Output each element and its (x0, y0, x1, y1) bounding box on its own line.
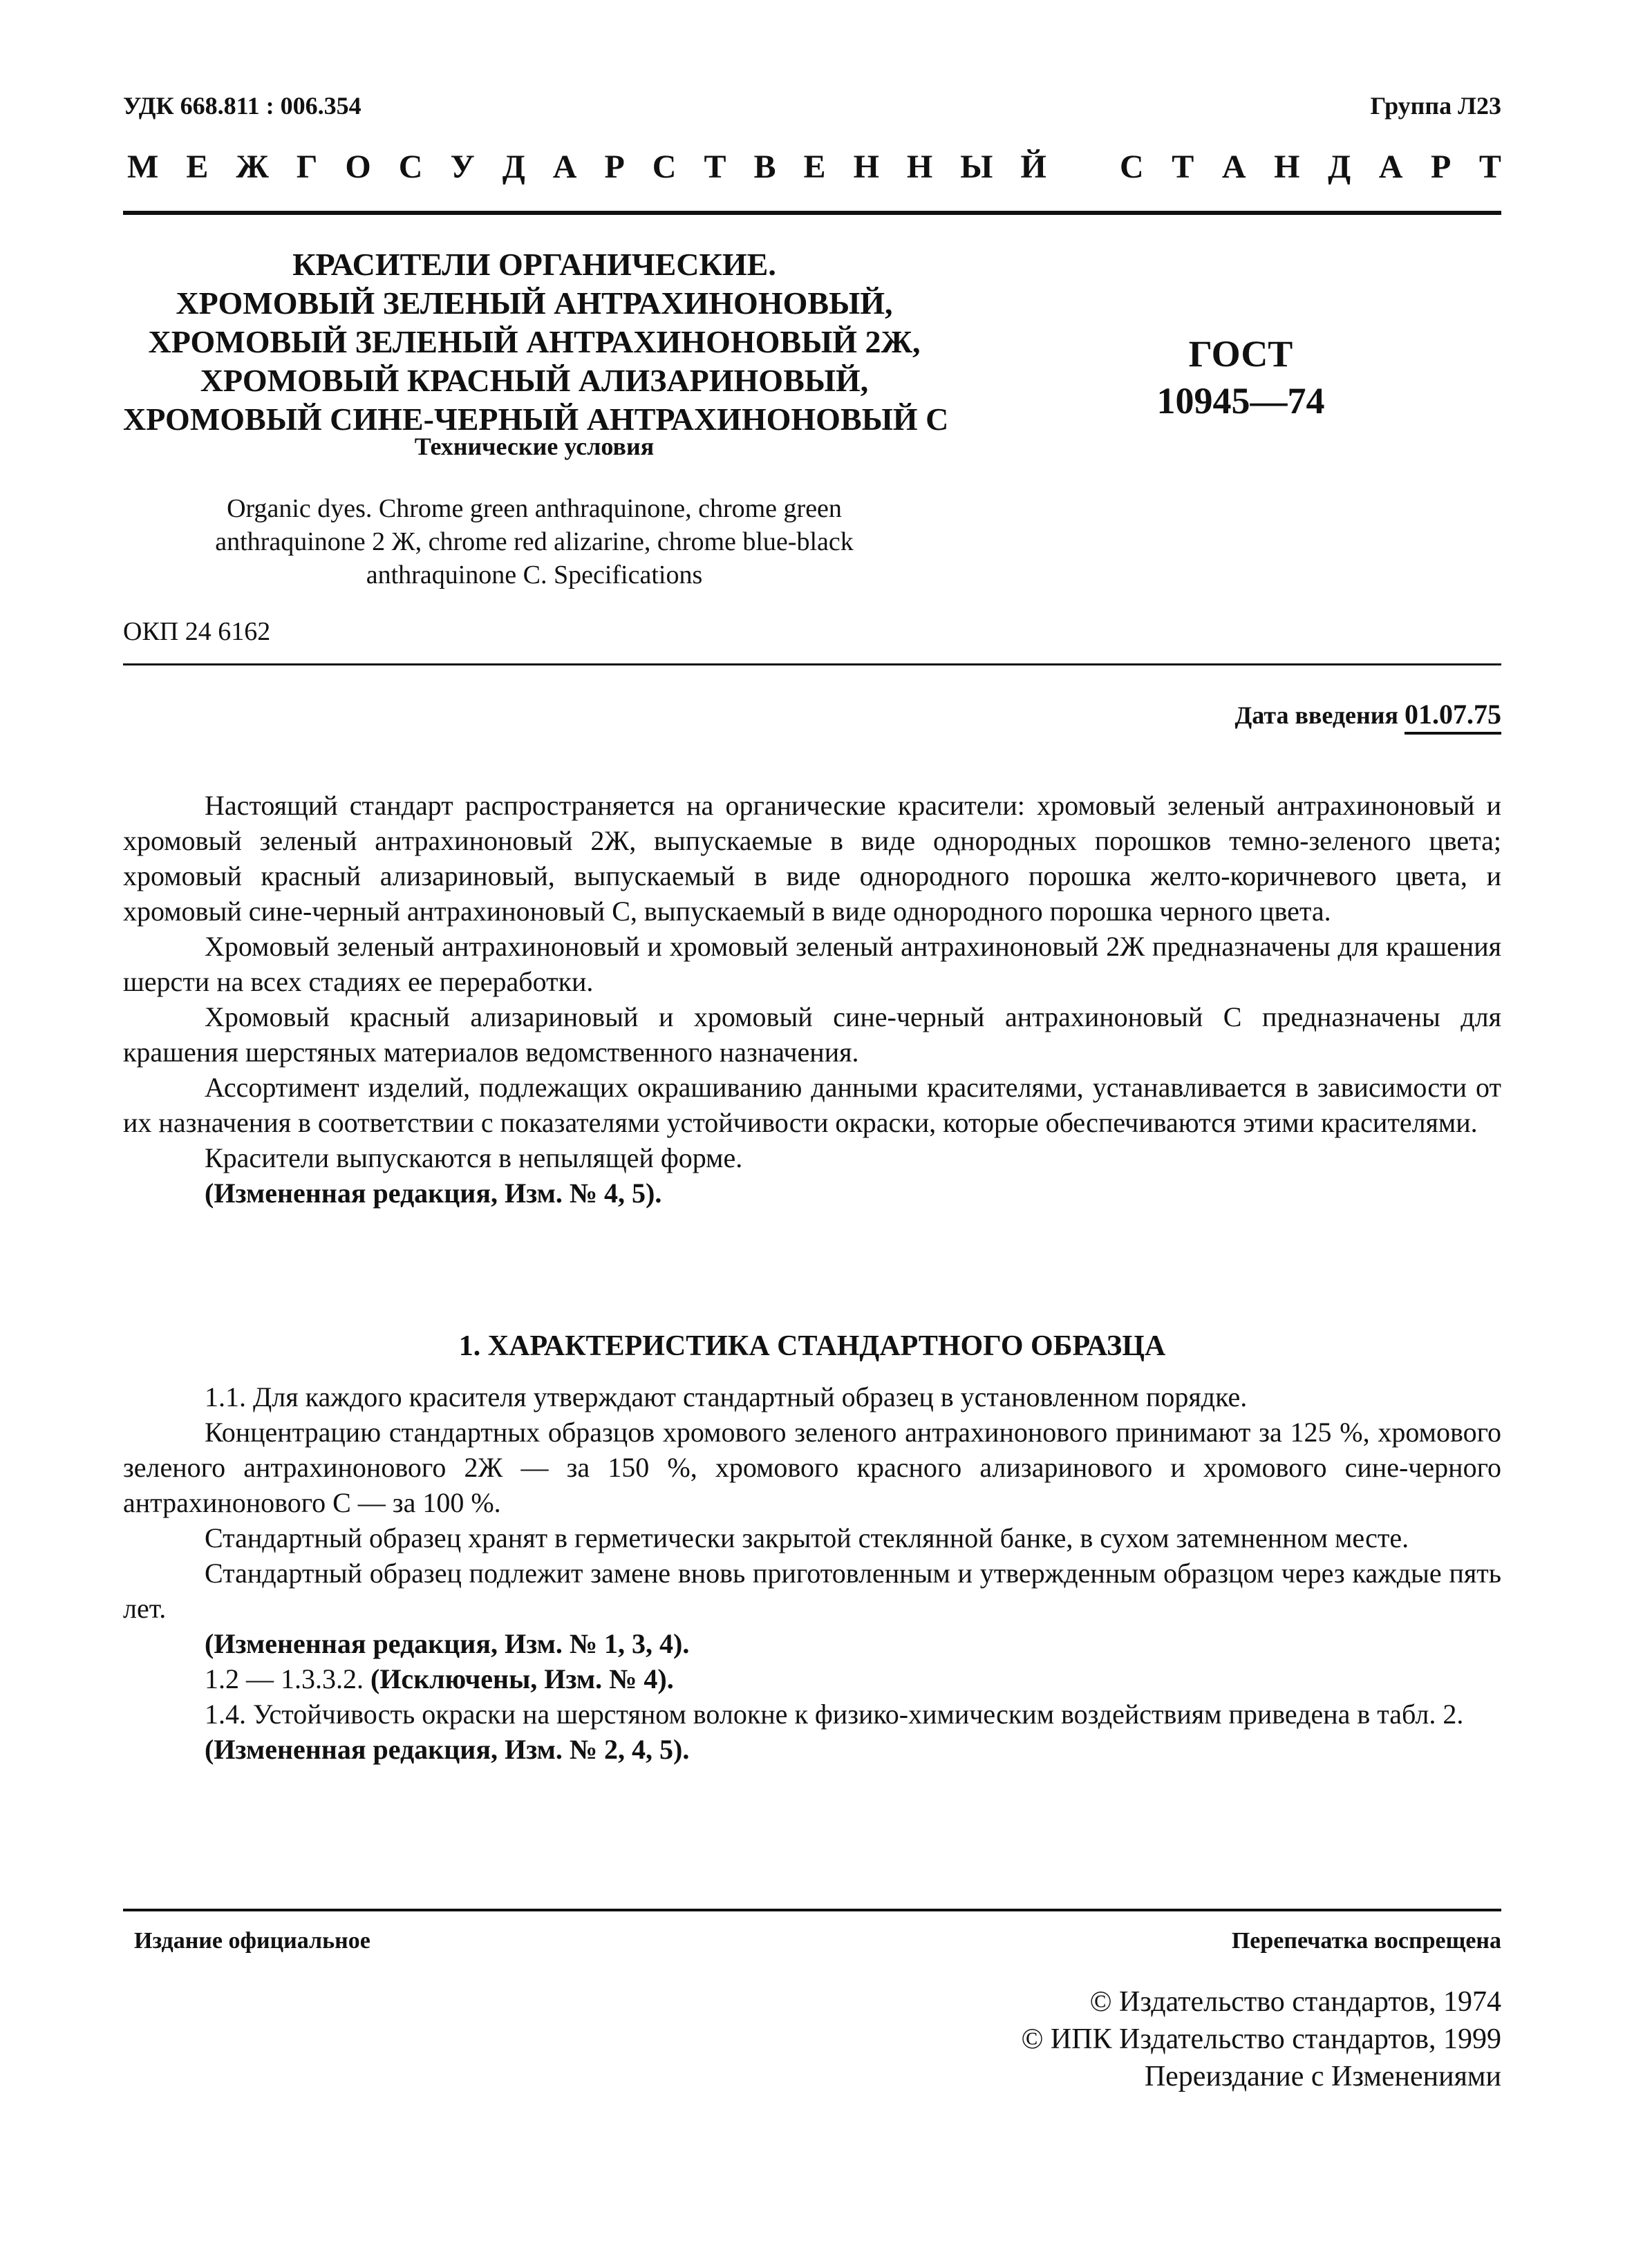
english-title-line: anthraquinone С. Specifications (366, 560, 703, 589)
section-paragraph: Стандартный образец хранят в герметически закрытой стеклянной банке, в сухом затемненном месте. (205, 1522, 1409, 1553)
copyright-line: © ИПК Издательство стандартов, 1999 (1021, 2023, 1501, 2055)
section-paragraph: 1.1. Для каждого красителя утверждают стандартный образец в установленном порядке. (205, 1381, 1248, 1412)
heading-letter: У (450, 149, 475, 185)
interstate-heading (127, 148, 1046, 186)
heading-letter: Е (186, 149, 209, 185)
heading-letter: Й (1020, 149, 1046, 185)
title-line: ХРОМОВЫЙ ЗЕЛЕНЫЙ АНТРАХИНОНОВЫЙ, (176, 285, 893, 321)
section-paragraph: Концентрацию стандартных образцов хромового зеленого антрахинонового принимают за 125 %, хромового зеленого антрахинонового 2Ж — за 150 %, хромового красного ализаринового и хромового сине-черного антрахинонового С — за 100 %. (123, 1417, 1501, 1518)
amendment-note: (Измененная редакция, Изм. № 2, 4, 5). (205, 1734, 690, 1765)
heading-letter: Ы (960, 149, 993, 185)
intro-paragraph: Красители выпускаются в непылящей форме. (205, 1142, 743, 1173)
intro-paragraph: Ассортимент изделий, подлежащих окрашиванию данными красителями, устанавливается в зависимости от их назначения в соответствии с показателями устойчивости окраски, которые обеспечиваются этими красителями. (123, 1072, 1501, 1138)
excluded-note: (Исключены, Изм. № 4). (370, 1663, 674, 1694)
okp-code: ОКП 24 6162 (123, 617, 271, 646)
group-code: Группа Л23 (1370, 92, 1501, 120)
english-title-line: Organic dyes. Chrome green anthraquinone, chrome green (227, 494, 842, 523)
copyright-line: © Издательство стандартов, 1974 (1089, 1986, 1501, 2018)
udk-code: УДК 668.811 : 006.354 (123, 92, 361, 120)
excluded-clauses: 1.2 — 1.3.3.2. (205, 1663, 370, 1694)
heading-letter: Т (704, 149, 726, 185)
copyright-block (1021, 1983, 1501, 2095)
introduction-date-value: 01.07.75 (1405, 699, 1501, 730)
document-title (123, 245, 949, 439)
header-rule (123, 211, 1501, 215)
heading-letter: Н (1274, 149, 1300, 185)
heading-letter: Т (1478, 149, 1501, 185)
heading-letter: О (345, 149, 371, 185)
amendment-note: (Измененная редакция, Изм. № 4, 5). (205, 1178, 662, 1209)
title-line: ХРОМОВЫЙ СИНЕ-ЧЕРНЫЙ АНТРАХИНОНОВЫЙ С (123, 401, 949, 437)
intro-paragraph: Хромовый красный ализариновый и хромовый сине-черный антрахиноновый С предназначены для крашения шерстяных материалов ведомственного назначения. (123, 1001, 1501, 1068)
standard-heading (1120, 148, 1501, 186)
heading-letter: А (552, 149, 577, 185)
heading-letter: Н (853, 149, 879, 185)
section-paragraph: 1.4. Устойчивость окраски на шерстяном волокне к физико-химическим воздействиям приведена в табл. 2. (205, 1699, 1464, 1730)
section-paragraph: Стандартный образец подлежит замене вновь приготовленным и утвержденным образцом через каждые пять лет. (123, 1558, 1501, 1624)
heading-letter: Д (1328, 149, 1351, 185)
intro-text (123, 788, 1501, 1211)
title-line: ХРОМОВЫЙ КРАСНЫЙ АЛИЗАРИНОВЫЙ, (200, 363, 869, 398)
reprint-prohibited: Перепечатка воспрещена (1231, 1928, 1501, 1954)
footer-rule (123, 1909, 1501, 1911)
heading-letter: В (753, 149, 776, 185)
section-paragraph (123, 1661, 1501, 1697)
heading-letter: Т (1172, 149, 1194, 185)
gost-label: ГОСТ (1188, 333, 1293, 375)
heading-letter: Р (604, 149, 625, 185)
copyright-line: Переиздание с Изменениями (1144, 2061, 1501, 2092)
official-edition: Издание официальное (134, 1928, 370, 1954)
heading-letter: А (1378, 149, 1403, 185)
intro-paragraph: Настоящий стандарт распространяется на органические красители: хромовый зеленый антрахиноновый и хромовый зеленый антрахиноновый 2Ж, выпускаемые в виде однородных порошков темно-зеленого цвета; хромовый красный ализариновый, выпускаемый в виде однородного порошка желто-коричневого цвета, и хромовый сине-черный антрахиноновый С, выпускаемый в виде однородного порошка черного цвета. (123, 790, 1501, 927)
heading-letter: Д (502, 149, 525, 185)
english-title (123, 492, 946, 592)
gost-number: 10945—74 (1156, 380, 1325, 422)
heading-letter: А (1221, 149, 1246, 185)
subtitle: Технические условия (414, 433, 655, 460)
section-heading: 1. ХАРАКТЕРИСТИКА СТАНДАРТНОГО ОБРАЗЦА (458, 1330, 1166, 1362)
section-1-text (123, 1379, 1501, 1767)
english-title-line: anthraquinone 2 Ж, chrome red alizarine, chrome blue-black (215, 527, 854, 556)
title-line: ХРОМОВЫЙ ЗЕЛЕНЫЙ АНТРАХИНОНОВЫЙ 2Ж, (148, 324, 921, 359)
heading-letter: Р (1430, 149, 1452, 185)
heading-letter: Н (906, 149, 933, 185)
heading-letter: С (652, 149, 677, 185)
heading-letter: Ж (236, 149, 269, 185)
okp-rule (123, 663, 1501, 665)
amendment-note: (Измененная редакция, Изм. № 1, 3, 4). (205, 1628, 690, 1659)
heading-letter: С (398, 149, 423, 185)
gost-designation (1134, 330, 1348, 424)
heading-letter: Е (803, 149, 826, 185)
heading-letter: М (127, 149, 159, 185)
introduction-date-label: Дата введения (1234, 701, 1398, 729)
heading-letter: Г (296, 149, 318, 185)
intro-paragraph: Хромовый зеленый антрахиноновый и хромовый зеленый антрахиноновый 2Ж предназначены для крашения шерсти на всех стадиях ее переработки. (123, 931, 1501, 997)
title-line: КРАСИТЕЛИ ОРГАНИЧЕСКИЕ. (292, 247, 776, 282)
heading-letter: С (1120, 149, 1144, 185)
introduction-date (1235, 698, 1502, 730)
